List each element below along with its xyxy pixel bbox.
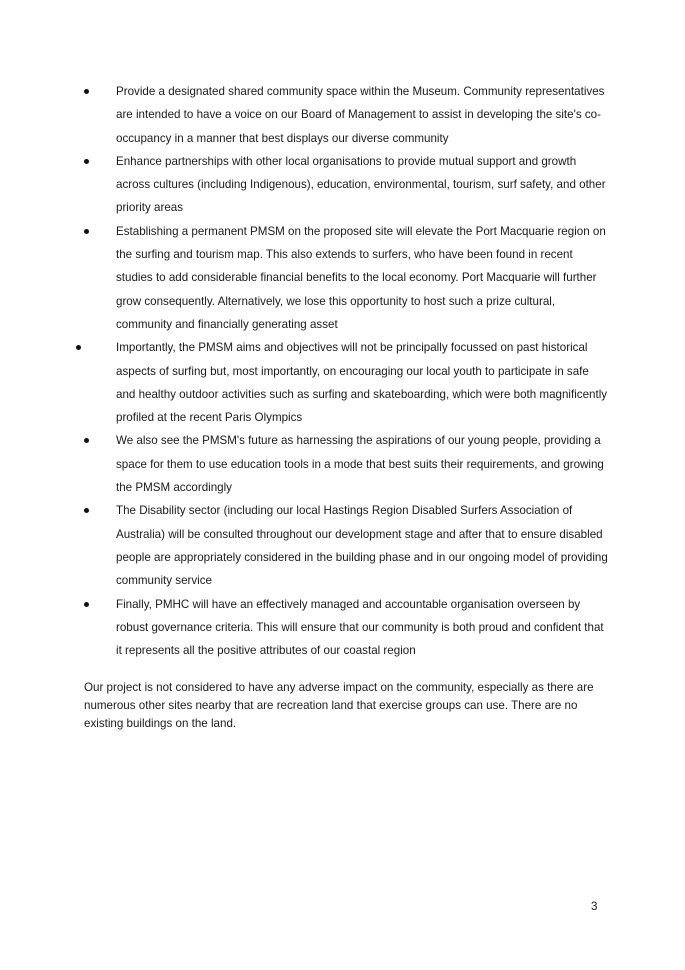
list-item-text: Enhance partnerships with other local organisations to provide mutual support and growth across cultures (including Indigenous), education, environmental, tourism, surf safety, and other priority areas [116, 154, 606, 215]
list-item-text: We also see the PMSM's future as harnessing the aspirations of our young people, providing a space for them to use education tools in a mode that best suits their requirements, and growing the PMSM accordingly [116, 434, 604, 495]
list-item-text: Finally, PMHC will have an effectively managed and accountable organisation overseen by robust governance criteria. This will ensure that our community is both proud and confident that it represents all the positive attributes of our coastal region [116, 597, 604, 658]
list-item-text: The Disability sector (including our local Hastings Region Disabled Surfers Association of Australia) will be consulted throughout our development stage and after that to ensure disabled people are appropriately considered in the building phase and in our ongoing model of providing community service [116, 504, 608, 588]
bullet-icon [84, 508, 89, 513]
bullet-icon [84, 438, 89, 443]
list-item [0, 429, 685, 499]
page-number: 3 [591, 900, 598, 913]
list-item [0, 499, 685, 592]
list-item-text: Importantly, the PMSM aims and objectives will not be principally focussed on past historical aspects of surfing but, most importantly, on encouraging our local youth to participate in safe and healthy outdoor activities such as surfing and skateboarding, which were both magnificently profiled at the recent Paris Olympics [116, 341, 608, 425]
list-item [0, 336, 685, 429]
bullet-icon [76, 345, 81, 350]
list-item [0, 150, 685, 220]
list-item [0, 220, 685, 336]
list-item [0, 80, 685, 150]
closing-paragraph: Our project is not considered to have any adverse impact on the community, especially as there are numerous other sites nearby that are recreation land that exercise groups can use. There are no existing buildings on the land. [84, 681, 594, 730]
bullet-icon [84, 602, 89, 607]
list-item-text: Provide a designated shared community space within the Museum. Community representatives are intended to have a voice on our Board of Management to assist in developing the site's co-occupancy in a manner that best displays our diverse community [116, 85, 605, 145]
bullet-icon [84, 159, 89, 164]
bullet-icon [84, 229, 89, 234]
bullet-list [0, 80, 685, 662]
list-item [0, 593, 685, 663]
bullet-icon [84, 89, 89, 94]
list-item-text: Establishing a permanent PMSM on the proposed site will elevate the Port Macquarie region on the surfing and tourism map. This also extends to surfers, who have been found in recent studies to add considerable financial benefits to the local economy. Port Macquarie will further grow consequently. Alternatively, we lose this opportunity to host such a prize cultural, community and financially generating asset [116, 224, 606, 331]
